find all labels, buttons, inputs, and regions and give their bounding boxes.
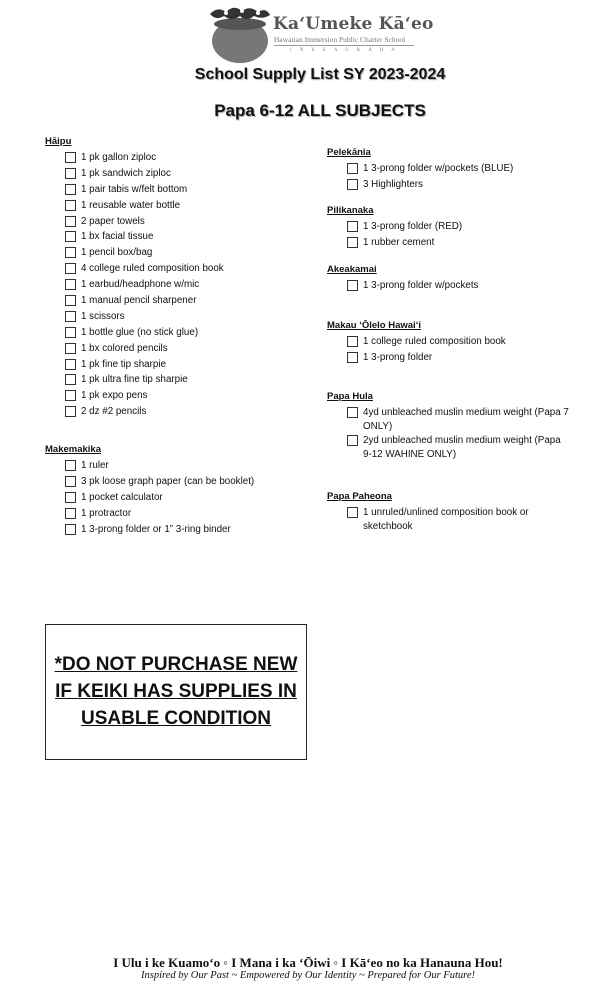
section-heading: Papa Paheona xyxy=(327,491,392,502)
supply-item-label: 1 protractor xyxy=(81,507,132,519)
supply-item-label: 1 pk gallon ziploc xyxy=(81,152,157,163)
supply-item xyxy=(45,405,305,421)
school-logo xyxy=(204,4,434,66)
checkbox[interactable] xyxy=(347,163,358,174)
checkbox[interactable] xyxy=(65,359,76,370)
supply-item-label: 1 3-prong folder w/pockets xyxy=(363,280,479,291)
supply-item-label: 3 pk loose graph paper (can be booklet) xyxy=(81,475,255,487)
section-heading: Makau ‘Ōlelo Hawai‘i xyxy=(327,320,421,331)
section-heading: Papa Hula xyxy=(327,391,373,402)
section-pilikanaka xyxy=(327,204,587,252)
supply-item-label: 2yd unbleached muslin medium weight (Papa 9-12 WAHINE ONLY) xyxy=(363,435,561,460)
school-subtitle: Hawaiian Immersion Public Charter School xyxy=(274,35,406,44)
supply-item-label: 1 ruler xyxy=(81,460,109,471)
section-papa-paheona xyxy=(327,490,587,534)
checkbox[interactable] xyxy=(65,406,76,417)
supply-item-label: 1 pair tabis w/felt bottom xyxy=(81,183,188,195)
supply-item xyxy=(45,523,305,539)
supply-item xyxy=(45,278,305,294)
logo-divider xyxy=(274,45,414,46)
supply-item xyxy=(45,294,305,310)
supply-item xyxy=(327,335,571,351)
checkbox[interactable] xyxy=(65,311,76,322)
checkbox[interactable] xyxy=(65,476,76,487)
supply-item-label: 1 bottle glue (no stick glue) xyxy=(81,326,199,338)
supply-item-label: 2 paper towels xyxy=(81,215,145,227)
supply-item-label: 1 pk expo pens xyxy=(81,390,148,402)
logo-tagline: I N K E A U K A H A xyxy=(290,48,399,53)
checkbox[interactable] xyxy=(65,247,76,258)
supply-item xyxy=(45,151,305,167)
section-heading: Pilikanaka xyxy=(327,205,374,216)
supply-item-label: 2 dz #2 pencils xyxy=(81,406,147,418)
checkbox[interactable] xyxy=(347,237,358,248)
supply-item-label: 1 bx colored pencils xyxy=(81,342,168,354)
supply-item-label: 1 unruled/unlined composition book or sketchbook xyxy=(363,507,529,532)
supply-item xyxy=(45,199,305,215)
checkbox[interactable] xyxy=(65,200,76,211)
supply-item xyxy=(327,434,571,462)
checkbox[interactable] xyxy=(65,295,76,306)
supply-item xyxy=(327,406,571,434)
checkbox[interactable] xyxy=(347,435,358,446)
checkbox[interactable] xyxy=(65,168,76,179)
supply-item xyxy=(327,506,571,534)
supply-item xyxy=(45,183,305,199)
supply-item-label: 1 pk ultra fine tip sharpie xyxy=(81,374,188,386)
supply-item-label: 1 scissors xyxy=(81,310,125,322)
section-pelekania xyxy=(327,146,587,194)
supply-item xyxy=(45,507,305,523)
checkbox[interactable] xyxy=(347,280,358,291)
checkbox[interactable] xyxy=(347,352,358,363)
supply-item xyxy=(327,279,571,295)
checkbox[interactable] xyxy=(347,336,358,347)
supply-item xyxy=(45,459,305,475)
checkbox[interactable] xyxy=(65,460,76,471)
section-heading: Makemakika xyxy=(45,444,101,455)
section-papa-hula xyxy=(327,390,587,462)
supply-item xyxy=(45,358,305,374)
calabash-logo-icon xyxy=(204,4,274,64)
supply-item xyxy=(45,342,305,358)
checkbox[interactable] xyxy=(65,343,76,354)
school-name: Ka‘Umeke Kā‘eo xyxy=(273,14,434,34)
supply-item-label: 1 pk sandwich ziploc xyxy=(81,167,171,179)
notice-text: *DO NOT PURCHASE NEW IF KEIKI HAS SUPPLIES IN USABLE CONDITION xyxy=(54,654,298,729)
footer-tagline: Inspired by Our Past ~ Empowered by Our Identity ~ Prepared for Our Future! xyxy=(141,970,475,981)
checkbox[interactable] xyxy=(65,327,76,338)
checkbox[interactable] xyxy=(65,263,76,274)
supply-item xyxy=(45,246,305,262)
section-makemakika xyxy=(45,443,305,538)
checkbox[interactable] xyxy=(65,216,76,227)
supply-item xyxy=(45,262,305,278)
checkbox[interactable] xyxy=(65,524,76,535)
supply-item xyxy=(45,373,305,389)
supply-item-label: 4 college ruled composition book xyxy=(81,263,224,275)
supply-item xyxy=(327,236,571,252)
page-subtitle: Papa 6-12 ALL SUBJECTS xyxy=(214,101,426,120)
supply-item xyxy=(45,475,305,491)
supply-item xyxy=(45,310,305,326)
supply-item xyxy=(45,491,305,507)
supply-item-label: 1 pk fine tip sharpie xyxy=(81,358,166,370)
supply-item-label: 1 rubber cement xyxy=(363,236,435,248)
checkbox[interactable] xyxy=(347,507,358,518)
supply-item-label: 1 reusable water bottle xyxy=(81,199,181,211)
supply-item xyxy=(327,220,571,236)
supply-item-label: 1 manual pencil sharpener xyxy=(81,295,197,307)
checkbox[interactable] xyxy=(65,374,76,385)
checkbox[interactable] xyxy=(65,279,76,290)
checkbox[interactable] xyxy=(347,179,358,190)
supply-item xyxy=(45,167,305,183)
supply-item-label: 1 bx facial tissue xyxy=(81,231,154,243)
supply-item xyxy=(327,351,571,367)
page-title: School Supply List SY 2023-2024 xyxy=(194,66,446,83)
supply-item-label: 1 3-prong folder or 1” 3-ring binder xyxy=(81,523,231,535)
section-heading: Hāipu xyxy=(45,136,72,147)
checkbox[interactable] xyxy=(347,407,358,418)
section-makau-olelo-hawaii xyxy=(327,319,587,367)
supply-item xyxy=(45,215,305,231)
supply-item-label: 3 Highlighters xyxy=(363,178,423,190)
supply-item-label: 1 pocket calculator xyxy=(81,491,163,503)
checkbox[interactable] xyxy=(65,231,76,242)
section-heading: Akeakamai xyxy=(327,264,377,275)
section-haipu xyxy=(45,135,305,421)
supply-item-label: 1 pencil box/bag xyxy=(81,247,153,259)
supply-item-label: 1 earbud/headphone w/mic xyxy=(81,279,200,291)
section-akeakamai xyxy=(327,263,587,295)
supply-item-label: 1 3-prong folder (RED) xyxy=(363,221,463,232)
notice-box xyxy=(45,624,307,760)
supply-item xyxy=(327,162,571,178)
checkbox[interactable] xyxy=(347,221,358,232)
supply-item xyxy=(45,326,305,342)
checkbox[interactable] xyxy=(65,508,76,519)
supply-item-label: 1 college ruled composition book xyxy=(363,336,506,347)
checkbox[interactable] xyxy=(65,390,76,401)
supply-item xyxy=(327,178,571,194)
footer-motto: I Ulu i ke Kuamo‘o ◦ I Mana i ka ‘Ōiwi ◦ I Kā‘eo no ka Hanauna Hou! xyxy=(113,955,503,970)
supply-item xyxy=(45,230,305,246)
checkbox[interactable] xyxy=(65,152,76,163)
section-heading: Pelekānia xyxy=(327,147,371,158)
supply-item-label: 1 3-prong folder w/pockets (BLUE) xyxy=(363,163,514,174)
supply-item-label: 4yd unbleached muslin medium weight (Papa 7 ONLY) xyxy=(363,407,569,432)
supply-item xyxy=(45,389,305,405)
supply-item-label: 1 3-prong folder xyxy=(363,351,433,363)
checkbox[interactable] xyxy=(65,492,76,503)
checkbox[interactable] xyxy=(65,184,76,195)
